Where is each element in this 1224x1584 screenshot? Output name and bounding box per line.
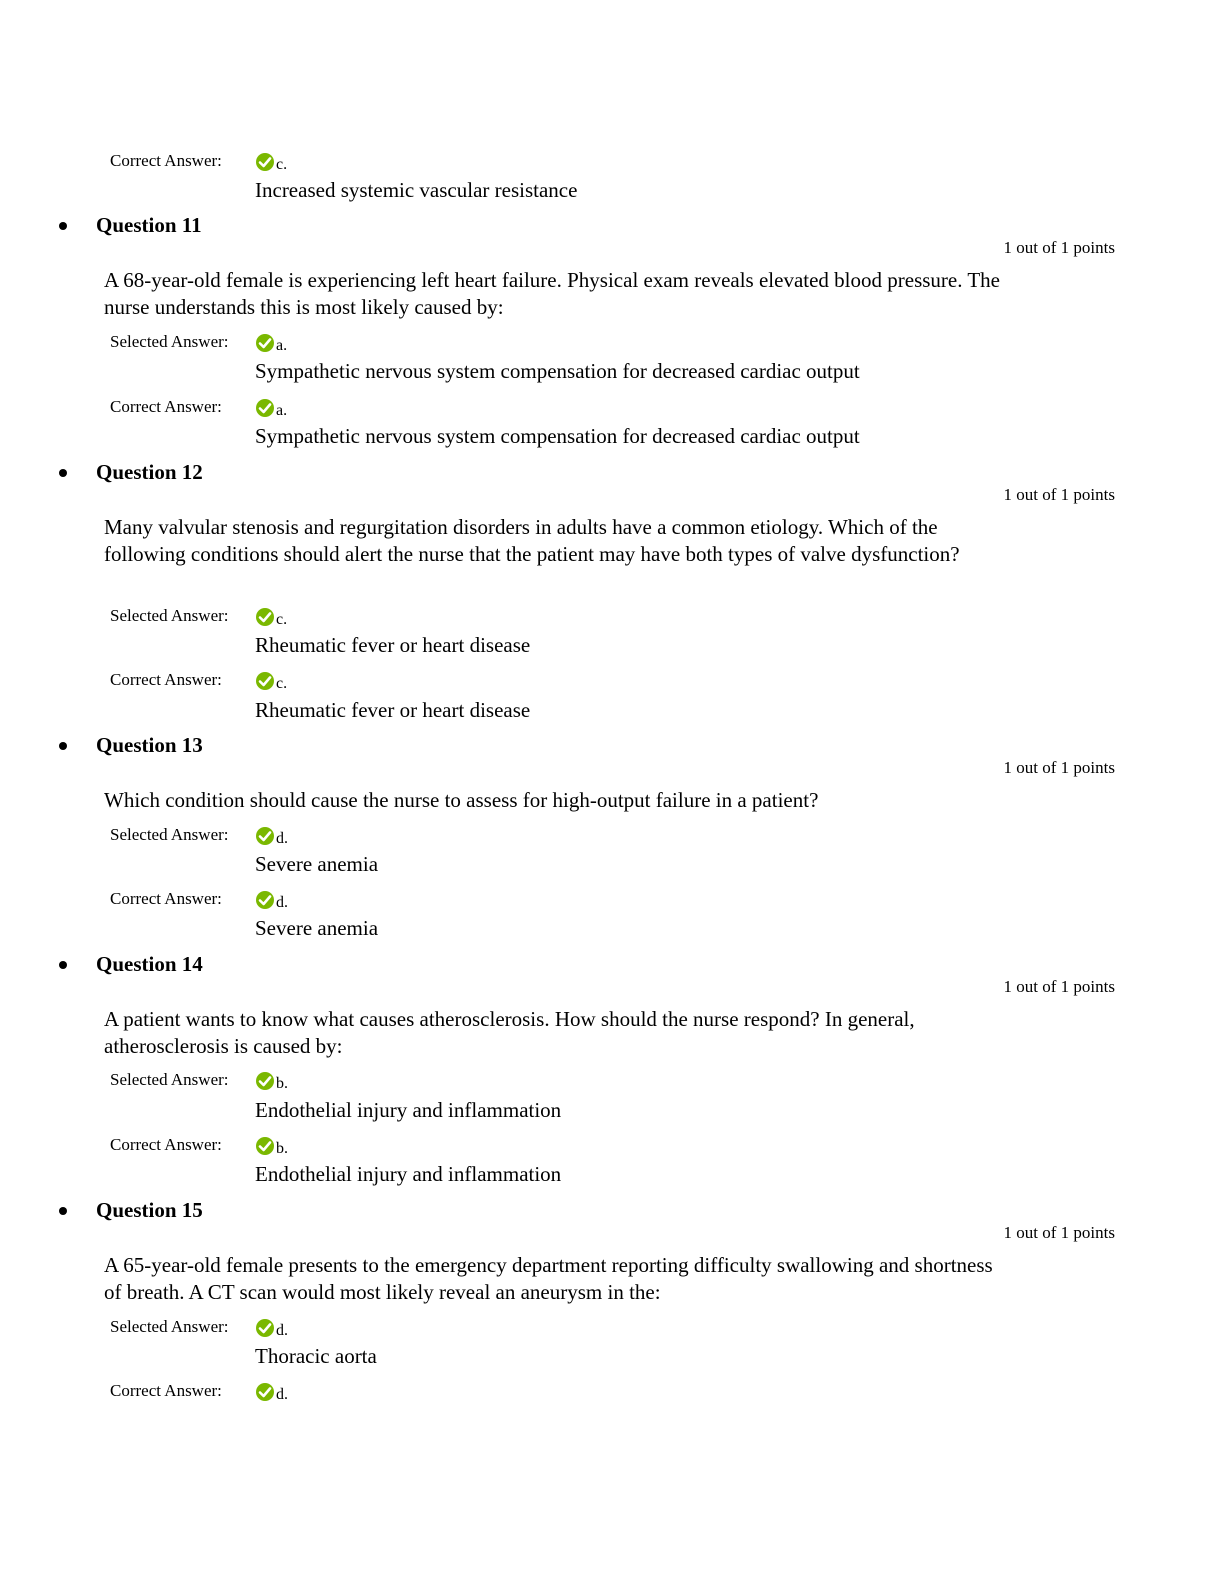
points-label: 1 out of 1 points xyxy=(1003,1223,1115,1242)
points-label: 1 out of 1 points xyxy=(1003,485,1115,504)
correct-answer-letter: a. xyxy=(276,402,288,419)
selected-answer-letter: d. xyxy=(276,830,288,847)
selected-answer-letter: a. xyxy=(276,337,288,354)
correct-answer-text: Rheumatic fever or heart disease xyxy=(255,698,531,722)
check-circle-icon xyxy=(255,1382,275,1402)
correct-answer-label: Correct Answer: xyxy=(110,1135,222,1154)
correct-answer-letter: c. xyxy=(276,675,288,692)
selected-answer-label: Selected Answer: xyxy=(110,1317,229,1336)
selected-answer-label: Selected Answer: xyxy=(110,1070,229,1089)
selected-answer-label: Selected Answer: xyxy=(110,825,229,844)
correct-answer-text: Sympathetic nervous system compensation for decreased cardiac output xyxy=(255,424,860,448)
selected-answer-text: Severe anemia xyxy=(255,852,379,876)
check-circle-icon xyxy=(255,152,275,172)
correct-answer-label: Correct Answer: xyxy=(110,670,222,689)
points-label: 1 out of 1 points xyxy=(1003,238,1115,257)
check-circle-icon xyxy=(255,1318,275,1338)
correct-answer-text: Endothelial injury and inflammation xyxy=(255,1162,562,1186)
selected-answer-label: Selected Answer: xyxy=(110,332,229,351)
bullet xyxy=(59,961,67,969)
correct-answer-letter: c. xyxy=(276,156,288,173)
check-circle-icon xyxy=(255,1071,275,1091)
correct-answer-text: Severe anemia xyxy=(255,916,379,940)
correct-answer-letter: d. xyxy=(276,894,288,911)
check-circle-icon xyxy=(255,890,275,910)
selected-answer-letter: c. xyxy=(276,611,288,628)
bullet xyxy=(59,742,67,750)
selected-answer-text: Thoracic aorta xyxy=(255,1344,377,1368)
check-circle-icon xyxy=(255,607,275,627)
question-title: Question 12 xyxy=(96,460,203,484)
question-text: A patient wants to know what causes atherosclerosis. How should the nurse respond? In general, atherosclerosis is caused by: xyxy=(104,1007,915,1058)
question-title: Question 14 xyxy=(96,952,203,976)
points-label: 1 out of 1 points xyxy=(1003,977,1115,996)
question-text: Many valvular stenosis and regurgitation disorders in adults have a common etiology. Which of the following conditions should alert the nurse that the patient may have both types of valve dysfunction? xyxy=(104,515,960,566)
question-title: Question 11 xyxy=(96,213,202,237)
bullet xyxy=(59,1207,67,1215)
selected-answer-letter: d. xyxy=(276,1322,288,1339)
selected-answer-label: Selected Answer: xyxy=(110,606,229,625)
bullet xyxy=(59,222,67,230)
check-circle-icon xyxy=(255,826,275,846)
selected-answer-text: Rheumatic fever or heart disease xyxy=(255,633,531,657)
check-circle-icon xyxy=(255,333,275,353)
points-label: 1 out of 1 points xyxy=(1003,758,1115,777)
selected-answer-text: Endothelial injury and inflammation xyxy=(255,1098,562,1122)
bullet xyxy=(59,469,67,477)
question-text: Which condition should cause the nurse to assess for high-output failure in a patient? xyxy=(104,788,819,812)
correct-answer-letter: d. xyxy=(276,1386,288,1403)
correct-answer-label: Correct Answer: xyxy=(110,1381,222,1400)
correct-answer-label: Correct Answer: xyxy=(110,151,222,170)
selected-answer-text: Sympathetic nervous system compensation for decreased cardiac output xyxy=(255,359,860,383)
correct-answer-label: Correct Answer: xyxy=(110,397,222,416)
correct-answer-letter: b. xyxy=(276,1140,288,1157)
question-title: Question 13 xyxy=(96,733,203,757)
question-text: A 68-year-old female is experiencing left heart failure. Physical exam reveals elevated blood pressure. The nurse understands this is most likely caused by: xyxy=(104,268,1000,319)
correct-answer-label: Correct Answer: xyxy=(110,889,222,908)
question-text: A 65-year-old female presents to the emergency department reporting difficulty swallowing and shortness of breath. A CT scan would most likely reveal an aneurysm in the: xyxy=(104,1253,993,1304)
check-circle-icon xyxy=(255,398,275,418)
selected-answer-letter: b. xyxy=(276,1075,288,1092)
correct-answer-text: Increased systemic vascular resistance xyxy=(255,178,578,202)
question-title: Question 15 xyxy=(96,1198,203,1222)
check-circle-icon xyxy=(255,1136,275,1156)
check-circle-icon xyxy=(255,671,275,691)
